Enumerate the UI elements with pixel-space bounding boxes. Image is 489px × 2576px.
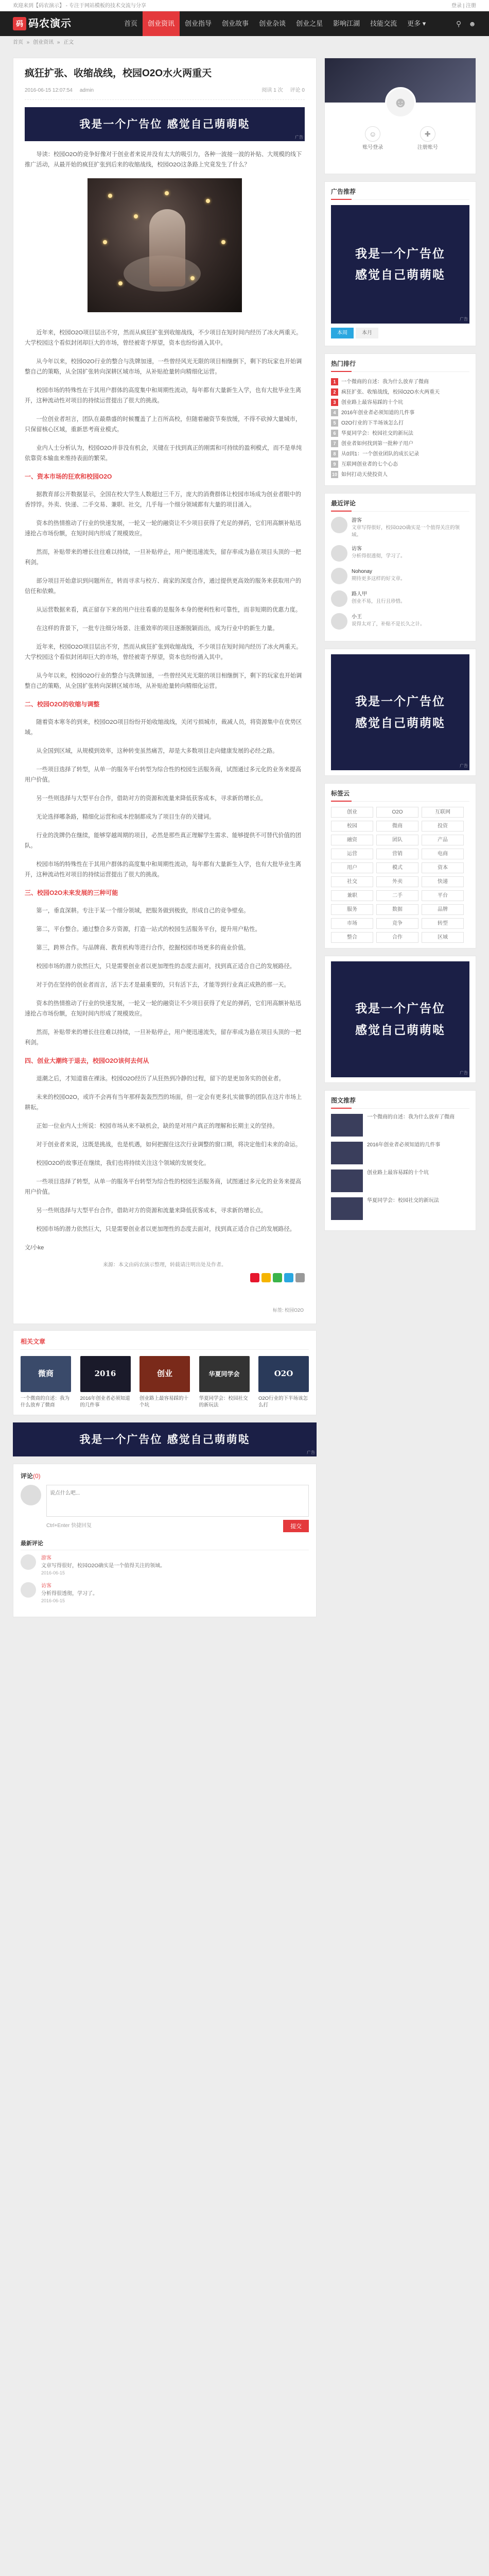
article-paragraph: 然而，补贴带来的增长往往难以持续，一旦补贴停止，用户便迅速流失，留存率成为悬在项目头顶的一把利剑。	[25, 549, 302, 566]
share-wechat-icon[interactable]	[273, 1273, 282, 1282]
nav-item-jianghu[interactable]: 影响江湖	[333, 20, 360, 27]
article-paragraph: 近年来，校园O2O项目层出不穷，然而从疯狂扩张到收缩战线，不少项目在短时间内经历了冰火两重天。大学校园这个看似封闭却巨大的市场，曾经被寄予厚望，资本也纷纷涌入其中。	[25, 329, 302, 346]
article-paragraph: 从今年以来，校园O2O行业的整合与洗牌加速，一些曾经风光无限的项目相继倒下，剩下的玩家也开始调整自己的策略，从全国扩张转向深耕区域市场，从补贴抢量转向精细化运营。	[25, 358, 302, 375]
tag-item[interactable]: O2O	[376, 807, 418, 818]
breadcrumb-current: 正文	[63, 40, 74, 45]
nav-item-star[interactable]: 创业之星	[296, 20, 323, 27]
article-paragraph: 校园市场的潜力依然巨大，只是需要创业者以更加理性的态度去面对，找到真正适合自己的发展路径。	[36, 963, 295, 970]
related-thumb: 2016	[80, 1356, 131, 1392]
comment-input[interactable]	[46, 1485, 309, 1517]
related-title: 相关文章	[21, 1337, 309, 1350]
hot-tabs	[331, 328, 469, 338]
article-paragraph: 资本的热情推动了行业的快速发展，一轮又一轮的融资让不少项目获得了充足的弹药，它们用高额补贴迅速抢占市场份额，在短时间内形成了规模效应。	[25, 1000, 302, 1017]
tag-item[interactable]: 融资	[331, 835, 373, 845]
tag-item[interactable]: 二手	[376, 890, 418, 901]
pic-item[interactable]: 一个微商的自述：我为什么放弃了微商	[331, 1114, 469, 1137]
share-weibo-icon[interactable]	[250, 1273, 259, 1282]
ad-banner-text: 我是一个广告位 感觉自己萌萌哒	[79, 1432, 250, 1446]
login-register-link[interactable]: 登录 | 注册	[451, 3, 476, 9]
site-header	[0, 11, 489, 36]
tag-item[interactable]: 校园	[331, 821, 373, 832]
article-views: 阅读 1 次	[261, 87, 283, 93]
nav-item-news[interactable]: 创业资讯	[143, 11, 180, 36]
article-paragraph: 正如一位业内人士所说：校园市场从来不缺机会，缺的是对用户真正的理解和长期主义的坚持。	[36, 1123, 278, 1129]
comment-text: 分析得很透彻，学习了。	[41, 1590, 98, 1597]
ad-line: 我是一个广告位	[355, 694, 445, 709]
article-subheading: 四、创业大潮终于退去，校园O2O该何去何从	[25, 1057, 149, 1064]
hot-item[interactable]: 7 创业者如何找到第一批种子用户	[331, 439, 469, 449]
comment-title: 评论(0)	[21, 1472, 41, 1480]
register-button[interactable]: ✚ 注册账号	[417, 126, 438, 151]
related-item[interactable]	[199, 1356, 250, 1409]
comment-text: 文章写得很好，校园O2O确实是一个值得关注的领域。	[41, 1563, 166, 1569]
article-paragraph: 一位创业者坦言，团队在最鼎盛的时候覆盖了上百所高校，但随着融资节奏放缓，不得不砍掉大量城市，只保留核心区域，重新思考商业模式。	[25, 416, 302, 433]
avatar	[21, 1554, 36, 1570]
tab-month[interactable]: 本月	[356, 328, 378, 338]
comment-submit-button[interactable]: 提交	[283, 1520, 309, 1532]
related-text: 创业路上最容易踩的十个坑	[139, 1395, 189, 1408]
article-source: 来源：本文由码农演示整理，转载请注明出处及作者。	[103, 1262, 226, 1268]
header-tools	[456, 19, 476, 29]
avatar	[331, 545, 347, 562]
comment-author[interactable]: 游客	[41, 1555, 51, 1562]
ad-line: 我是一个广告位	[355, 1002, 445, 1016]
tag-item[interactable]: 转型	[422, 918, 464, 929]
avatar	[21, 1582, 36, 1598]
pic-item[interactable]: 华夏同学会：校园社交的新玩法	[331, 1197, 469, 1220]
related-item[interactable]	[21, 1356, 71, 1409]
related-thumb: 创业	[139, 1356, 190, 1392]
tag-item[interactable]: 营销	[376, 849, 418, 859]
comment-item	[21, 1582, 309, 1605]
ad-line: 感觉自己萌萌哒	[355, 716, 445, 730]
share-bar	[25, 1273, 305, 1282]
pic-thumb	[331, 1114, 363, 1137]
recent-comments-widget	[324, 493, 476, 641]
ad-widget-3	[324, 956, 476, 1083]
article-paragraph: 第二，平台整合。通过整合多方资源，打造一站式的校园生活服务平台，提升用户粘性。	[36, 926, 261, 933]
related-thumb: 微商	[21, 1356, 71, 1392]
comment-box	[13, 1464, 317, 1618]
article-paragraph: 未来的校园O2O，或许不会再有当年那样轰轰烈烈的场面，但一定会有更多扎实做事的团队在这片市场上耕耘。	[25, 1094, 302, 1111]
tag-item[interactable]: 竞争	[376, 918, 418, 929]
login-button[interactable]: ☺ 账号登录	[362, 126, 383, 151]
tag-cloud-widget	[324, 783, 476, 948]
nav-item-skills[interactable]: 技能交流	[370, 20, 397, 27]
tag-item[interactable]: 电商	[422, 849, 464, 859]
pic-thumb	[331, 1170, 363, 1192]
related-thumb: O2O	[258, 1356, 309, 1392]
user-icon[interactable]: ☻	[468, 19, 476, 28]
article-paragraph: 从全国到区域，从规模到效率，这种转变虽然痛苦，却是大多数项目走向健康发展的必经之路。	[36, 748, 278, 754]
nav-item-story[interactable]: 创业故事	[222, 20, 249, 27]
tag-item[interactable]: 区域	[422, 932, 464, 943]
tag-item[interactable]: 资本	[422, 862, 464, 873]
comment-item	[21, 1554, 309, 1577]
related-item[interactable]	[80, 1356, 131, 1409]
welcome-text: 欢迎来到【码农演示】 - 专注于网站模板的技术交流与分享	[13, 3, 146, 9]
tag-item[interactable]: 投资	[422, 821, 464, 832]
tag-item[interactable]: 产品	[422, 835, 464, 845]
avatar	[331, 517, 347, 533]
logo-mark: 码	[13, 17, 26, 30]
ad-banner[interactable]: 我是一个广告位 感觉自己萌萌哒 广告	[25, 107, 305, 141]
register-icon: ✚	[420, 126, 435, 142]
article-paragraph: 校园市场的特殊性在于其用户群体的高度集中和周期性流动，每年都有大量新生入学，也有大批毕业生离开，这种流动性对项目的持续运营提出了很大的挑战。	[25, 387, 302, 404]
ad-widget-2	[324, 649, 476, 776]
hot-item[interactable]: 3 创业路上最容易踩的十个坑	[331, 398, 469, 408]
tag-item[interactable]: 运营	[331, 849, 373, 859]
site-logo[interactable]	[13, 16, 100, 31]
nav-item-home[interactable]: 首页	[124, 20, 138, 27]
article-paragraph: 一些项目选择了转型，从单一的服务平台转型为综合性的校园生活服务商，试图通过多元化的业务来提高用户价值。	[25, 766, 302, 783]
related-text: 2016年创业者必须知道的几件事	[80, 1395, 130, 1408]
widget-title: 广告推荐	[331, 187, 469, 200]
avatar	[331, 590, 347, 607]
ad-banner-bottom[interactable]: 我是一个广告位 感觉自己萌萌哒 广告	[13, 1422, 317, 1456]
related-text: O2O行业的下半场该怎么打	[258, 1395, 308, 1408]
related-text: 华夏同学会：校园社交的新玩法	[199, 1395, 248, 1408]
article-paragraph: 校园O2O的故事还在继续，我们也将持续关注这个领域的发展变化。	[36, 1160, 210, 1166]
comment-author[interactable]: 访客	[41, 1583, 51, 1589]
hot-item[interactable]: 2 疯狂扩张、收缩战线，校园O2O水火两重天	[331, 387, 469, 398]
tag-item[interactable]: 团队	[376, 835, 418, 845]
hot-item[interactable]: 8 从0到1：一个创业团队的成长记录	[331, 449, 469, 460]
tag-item[interactable]: 品牌	[422, 904, 464, 915]
comment-hint: Ctrl+Enter 快捷回复	[46, 1523, 92, 1529]
comment-list-title: 最新评论	[21, 1539, 309, 1551]
article-paragraph: 业内人士分析认为，校园O2O并非没有机会，关键在于找到真正的刚需和可持续的盈利模式，而不是单纯依靠资本输血来维持表面的繁荣。	[25, 445, 302, 462]
sidebar	[324, 58, 476, 1231]
article-paragraph: 另一些则选择与大型平台合作，借助对方的资源和流量来降低获客成本，寻求新的增长点。	[36, 795, 267, 802]
article-paragraph: 第一，垂直深耕。专注于某一个细分领域，把服务做到极致，形成自己的竞争壁垒。	[36, 907, 250, 914]
main-nav	[119, 11, 431, 36]
ad-line: 感觉自己萌萌哒	[355, 1023, 445, 1037]
article-paragraph: 对于创业者来说，这既是挑战，也是机遇，如何把握住这次行业调整的窗口期，将决定他们未来的命运。	[36, 1141, 302, 1148]
tag-item[interactable]: 兼职	[331, 890, 373, 901]
comment-time: 2016-06-15	[41, 1570, 65, 1576]
tag-item[interactable]: 外卖	[376, 876, 418, 887]
article-comments[interactable]: 评论 0	[290, 87, 305, 93]
article-paragraph: 校园市场的特殊性在于其用户群体的高度集中和周期性流动，每年都有大量新生入学，也有大批毕业生离开，这种流动性对项目的持续运营提出了很大的挑战。	[25, 861, 302, 878]
pic-item[interactable]: 2016年创业者必须知道的几件事	[331, 1142, 469, 1164]
hot-item[interactable]: 5 O2O行业的下半场该怎么打	[331, 418, 469, 429]
tag-item[interactable]: 创业	[331, 807, 373, 818]
tag-item[interactable]: 合作	[376, 932, 418, 943]
avatar: ☻	[385, 87, 416, 118]
main-column	[13, 58, 317, 1617]
recent-comment[interactable]: Nohonay 期待更多这样的好文章。	[331, 568, 469, 584]
comment-list	[21, 1539, 309, 1605]
article-paragraph: 随着资本寒冬的到来，校园O2O项目纷纷开始收缩战线，关闭亏损城市，裁减人员，将资源集中在优势区域。	[25, 719, 302, 736]
tag-item[interactable]: 数据	[376, 904, 418, 915]
tag-item[interactable]: 快递	[422, 876, 464, 887]
article	[13, 58, 317, 1324]
breadcrumb-sep: »	[26, 40, 30, 45]
hot-item[interactable]: 4 2016年创业者必须知道的几件事	[331, 408, 469, 418]
article-paragraph: 资本的热情推动了行业的快速发展，一轮又一轮的融资让不少项目获得了充足的弹药，它们用高额补贴迅速抢占市场份额，在短时间内形成了规模效应。	[25, 520, 302, 537]
related-item[interactable]	[139, 1356, 190, 1409]
article-paragraph: 对于仍在坚持的创业者而言，活下去才是最重要的，只有活下去，才能等到行业真正成熟的那一天。	[36, 981, 290, 988]
tag-item[interactable]: 社交	[331, 876, 373, 887]
user-widget	[324, 58, 476, 174]
article-paragraph: 然而，补贴带来的增长往往难以持续，一旦补贴停止，用户便迅速流失，留存率成为悬在项目头顶的一把利剑。	[25, 1029, 302, 1046]
article-subheading: 三、校园O2O未来发展的三种可能	[25, 889, 118, 896]
share-more-icon[interactable]	[295, 1273, 305, 1282]
share-qq-icon[interactable]	[284, 1273, 293, 1282]
comment-time: 2016-06-15	[41, 1598, 65, 1603]
share-qzone-icon[interactable]	[261, 1273, 271, 1282]
avatar	[331, 568, 347, 584]
nav-item-more[interactable]: 更多 ▾	[407, 20, 426, 27]
breadcrumb-category[interactable]: 创业资讯	[33, 40, 54, 45]
widget-title: 标签云	[331, 789, 469, 802]
article-paragraph: 无论选择哪条路，精细化运营和成本控制都成为了项目生存的关键词。	[36, 814, 215, 820]
tag-item[interactable]: 整合	[331, 932, 373, 943]
article-paragraph: 行业的洗牌仍在继续，能够穿越周期的项目，必然是那些真正理解学生需求、能够提供不可替代价值的团队。	[25, 832, 302, 849]
recent-comment[interactable]: 访客 分析得很透彻，学习了。	[331, 545, 469, 562]
sidebar-ad-widget	[324, 181, 476, 346]
tag-item[interactable]: 互联网	[422, 807, 464, 818]
pic-widget	[324, 1090, 476, 1231]
widget-title: 最近评论	[331, 499, 469, 512]
ad-banner-text: 我是一个广告位 感觉自己萌萌哒	[79, 117, 250, 130]
article-image	[88, 178, 242, 312]
article-author[interactable]: admin	[79, 87, 94, 93]
ad-line: 我是一个广告位	[355, 246, 445, 261]
recent-comment[interactable]: 路人甲 创业不易，且行且珍惜。	[331, 590, 469, 607]
hot-item[interactable]: 9 互联网创业者的七个心态	[331, 460, 469, 470]
article-date: 2016-06-15 12:07:54	[25, 87, 73, 93]
nav-item-talk[interactable]: 创业杂谈	[259, 20, 286, 27]
article-paragraph: 校园市场的潜力依然巨大，只是需要创业者以更加理性的态度去面对，找到真正适合自己的发展路径。	[36, 1226, 295, 1232]
related-text: 一个微商的自述：我为什么放弃了微商	[21, 1395, 70, 1408]
article-paragraph: 部分项目开始意识到问题所在，转而寻求与校方、商家的深度合作，通过提供更高效的服务来获取用户的信任和依赖。	[25, 578, 302, 595]
related-articles	[13, 1330, 317, 1415]
breadcrumb	[13, 36, 476, 49]
comment-avatar	[21, 1485, 41, 1505]
login-icon: ☺	[365, 126, 380, 142]
widget-title: 图文推荐	[331, 1096, 469, 1109]
tag-item[interactable]: 用户	[331, 862, 373, 873]
article-paragraph: 一些项目选择了转型，从单一的服务平台转型为综合性的校园生活服务商，试图通过多元化的业务来提高用户价值。	[25, 1178, 302, 1195]
search-icon[interactable]: ⚲	[456, 19, 462, 28]
recent-comment[interactable]: 小王 说得太对了，补贴不是长久之计。	[331, 613, 469, 630]
related-item[interactable]	[258, 1356, 309, 1409]
article-paragraph: 在这样的背景下，一批专注细分场景、注重效率的项目逐渐脱颖而出，成为行业中的新生力量。	[36, 625, 278, 632]
pic-thumb	[331, 1142, 363, 1164]
hot-widget	[324, 353, 476, 486]
logo-text: 码农演示	[28, 18, 72, 29]
article-caption: 文/小ke	[25, 1244, 44, 1251]
hot-item[interactable]: 10 如何打动天使投资人	[331, 472, 388, 478]
breadcrumb-home[interactable]: 首页	[13, 40, 23, 45]
article-subheading: 一、资本市场的狂欢和校园O2O	[25, 472, 112, 480]
article-title: 疯狂扩张、收缩战线，校园O2O水火两重天	[25, 68, 212, 79]
article-paragraph: 退潮之后，才知道谁在裸泳。校园O2O经历了从狂热到冷静的过程，留下的是更加务实的创业者。	[36, 1075, 285, 1082]
tag-item[interactable]: 市场	[331, 918, 373, 929]
article-paragraph: 第三，跨界合作。与品牌商、教育机构等进行合作，挖掘校园市场更多的商业价值。	[36, 944, 250, 951]
article-paragraph: 近年来，校园O2O项目层出不穷，然而从疯狂扩张到收缩战线，不少项目在短时间内经历了冰火两重天。大学校园这个看似封闭却巨大的市场，曾经被寄予厚望，资本也纷纷涌入其中。	[25, 643, 302, 660]
hot-item[interactable]: 1 一个微商的自述：我为什么放弃了微商	[331, 377, 469, 387]
article-tag[interactable]: 标签: 校园O2O	[272, 1307, 304, 1313]
sidebar-ad[interactable]: 我是一个广告位 感觉自己萌萌哒 广告	[331, 961, 469, 1077]
avatar	[331, 613, 347, 630]
hot-item[interactable]: 6 华夏同学会：校园社交的新玩法	[331, 429, 469, 439]
article-paragraph: 据教育部公开数据显示，全国在校大学生人数超过三千万，庞大的消费群体让校园市场成为创业者眼中的香饽饽。外卖、快递、二手交易、兼职、社交，几乎每一个细分领域都有大量的项目涌入。	[25, 491, 302, 508]
article-meta	[25, 87, 305, 100]
recent-comment[interactable]: 游客 文章写得很好，校园O2O确实是一个值得关注的领域。	[331, 517, 469, 539]
related-thumb: 华夏同学会	[199, 1356, 250, 1392]
pic-item[interactable]: 创业路上最容易踩的十个坑	[331, 1170, 469, 1192]
article-paragraph: 从运营数据来看，真正留存下来的用户往往看重的是服务本身的便利性和可靠性，而非短期的优惠力度。	[36, 606, 302, 613]
article-subheading: 二、校园O2O的收缩与调整	[25, 700, 100, 708]
tag-item[interactable]: 模式	[376, 862, 418, 873]
article-paragraph: 另一些则选择与大型平台合作，借助对方的资源和流量来降低获客成本，寻求新的增长点。	[36, 1207, 267, 1214]
top-bar	[0, 0, 489, 11]
ad-line: 感觉自己萌萌哒	[355, 268, 445, 282]
sidebar-ad[interactable]: 我是一个广告位 感觉自己萌萌哒 广告	[331, 654, 469, 770]
nav-item-guide[interactable]: 创业指导	[185, 20, 212, 27]
article-paragraph: 导读：校园O2O的竞争好像对于创业者来说并没有太大的吸引力，各种一波接一波的补贴、大规模的线下推广活动，从最开始的疯狂扩张到后来的收缩战线，校园O2O这条路上究竟发生了什么？	[25, 151, 302, 168]
pic-thumb	[331, 1197, 363, 1220]
tab-week[interactable]: 本周	[331, 328, 354, 338]
sidebar-ad[interactable]: 我是一个广告位 感觉自己萌萌哒 广告	[331, 205, 469, 324]
breadcrumb-sep: »	[57, 40, 60, 45]
widget-title: 热门排行	[331, 359, 469, 372]
tag-item[interactable]: 微商	[376, 821, 418, 832]
tag-item[interactable]: 服务	[331, 904, 373, 915]
tag-item[interactable]: 平台	[422, 890, 464, 901]
article-paragraph: 从今年以来，校园O2O行业的整合与洗牌加速，一些曾经风光无限的项目相继倒下，剩下的玩家也开始调整自己的策略，从全国扩张转向深耕区域市场，从补贴抢量转向精细化运营。	[25, 672, 302, 689]
